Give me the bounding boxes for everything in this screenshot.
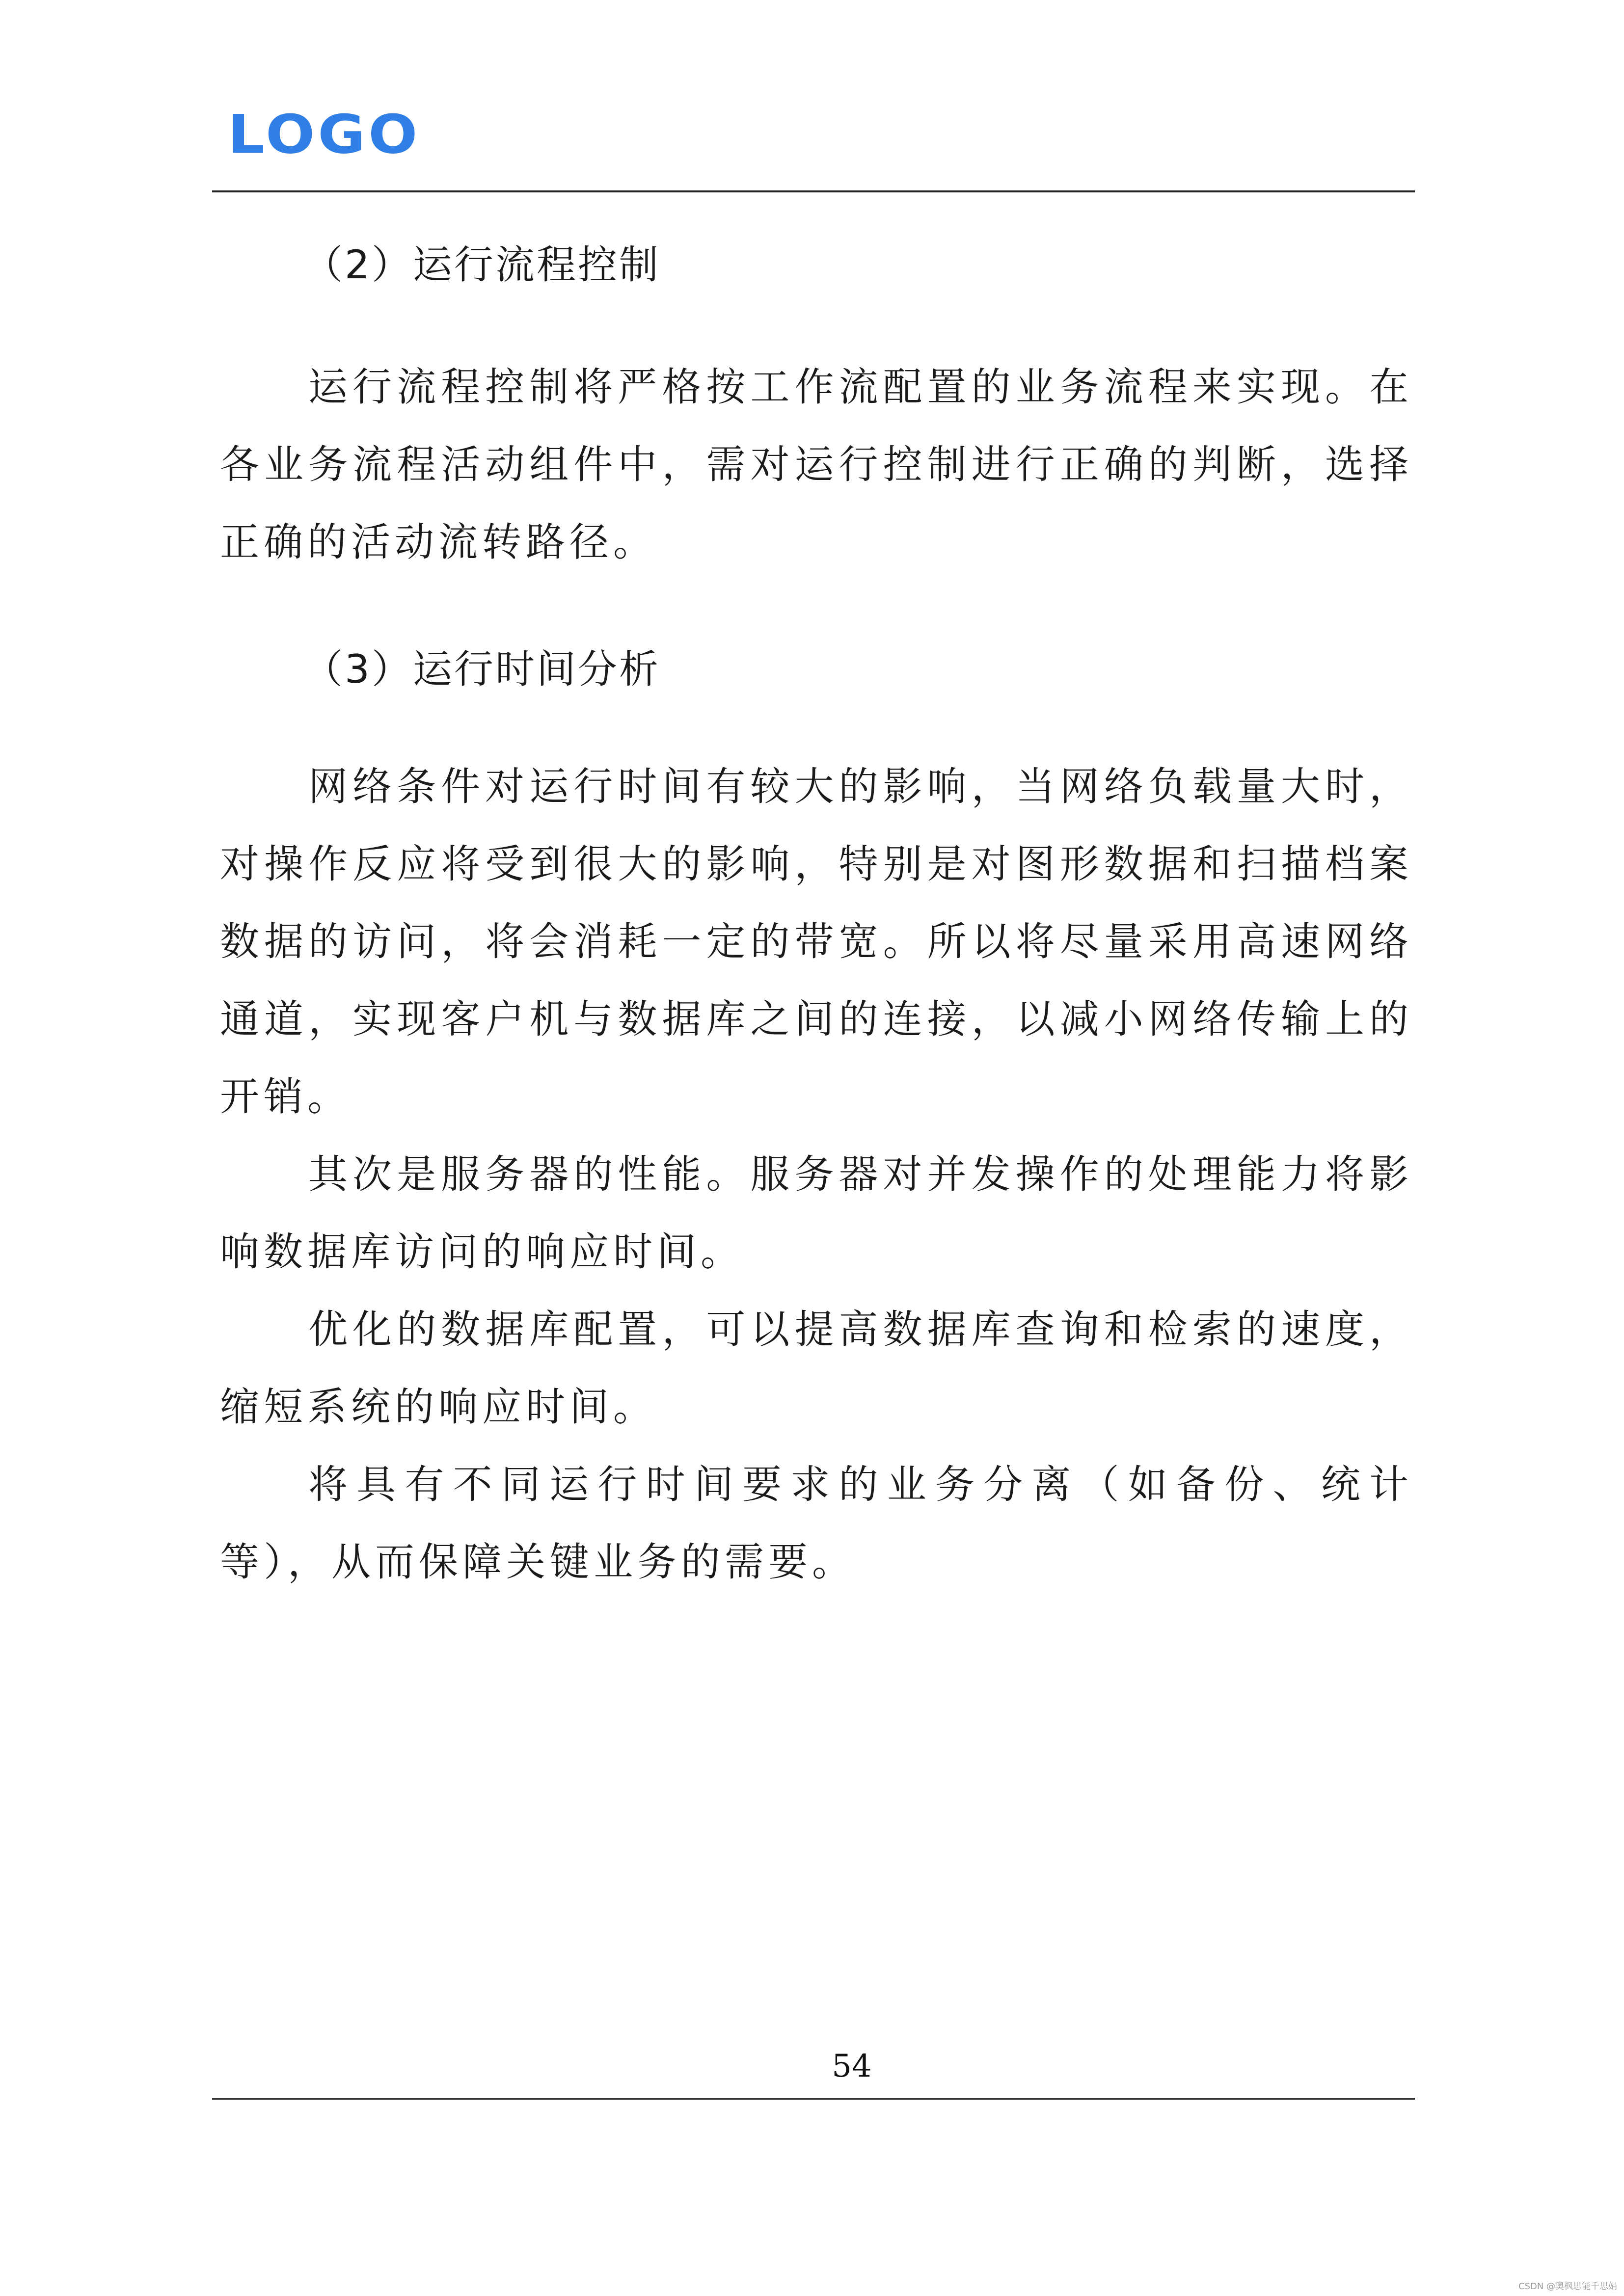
header-divider: [212, 190, 1415, 192]
watermark-text: CSDN @奥枫思能千思娟: [1518, 2281, 1617, 2292]
paragraph: 网络条件对运行时间有较大的影响，当网络负载量大时，对操作反应将受到很大的影响，特别是对图形数据和扫描档案数据的访问，将会消耗一定的带宽。所以将尽量采用高速网络通道，实现客户机与数据库之间的连接，以减小网络传输上的开销。: [220, 764, 1413, 1120]
company-logo: LOGO: [228, 103, 421, 166]
page-body: [220, 231, 1413, 1601]
paragraph: 优化的数据库配置，可以提高数据库查询和检索的速度，缩短系统的响应时间。: [220, 1307, 1413, 1430]
section-heading-flow-control: （2）运行流程控制: [303, 242, 660, 288]
footer-divider: [212, 2098, 1415, 2100]
paragraph: 运行流程控制将严格按工作流配置的业务流程来实现。在各业务流程活动组件中，需对运行控制进行正确的判断，选择正确的活动流转路径。: [220, 364, 1413, 565]
page-number: 54: [832, 2048, 872, 2084]
section-heading-runtime-analysis: （3）运行时间分析: [303, 646, 660, 692]
paragraph: 将具有不同运行时间要求的业务分离（如备份、统计等），从而保障关键业务的需要。: [220, 1462, 1413, 1585]
paragraph: 其次是服务器的性能。服务器对并发操作的处理能力将影响数据库访问的响应时间。: [220, 1151, 1413, 1275]
